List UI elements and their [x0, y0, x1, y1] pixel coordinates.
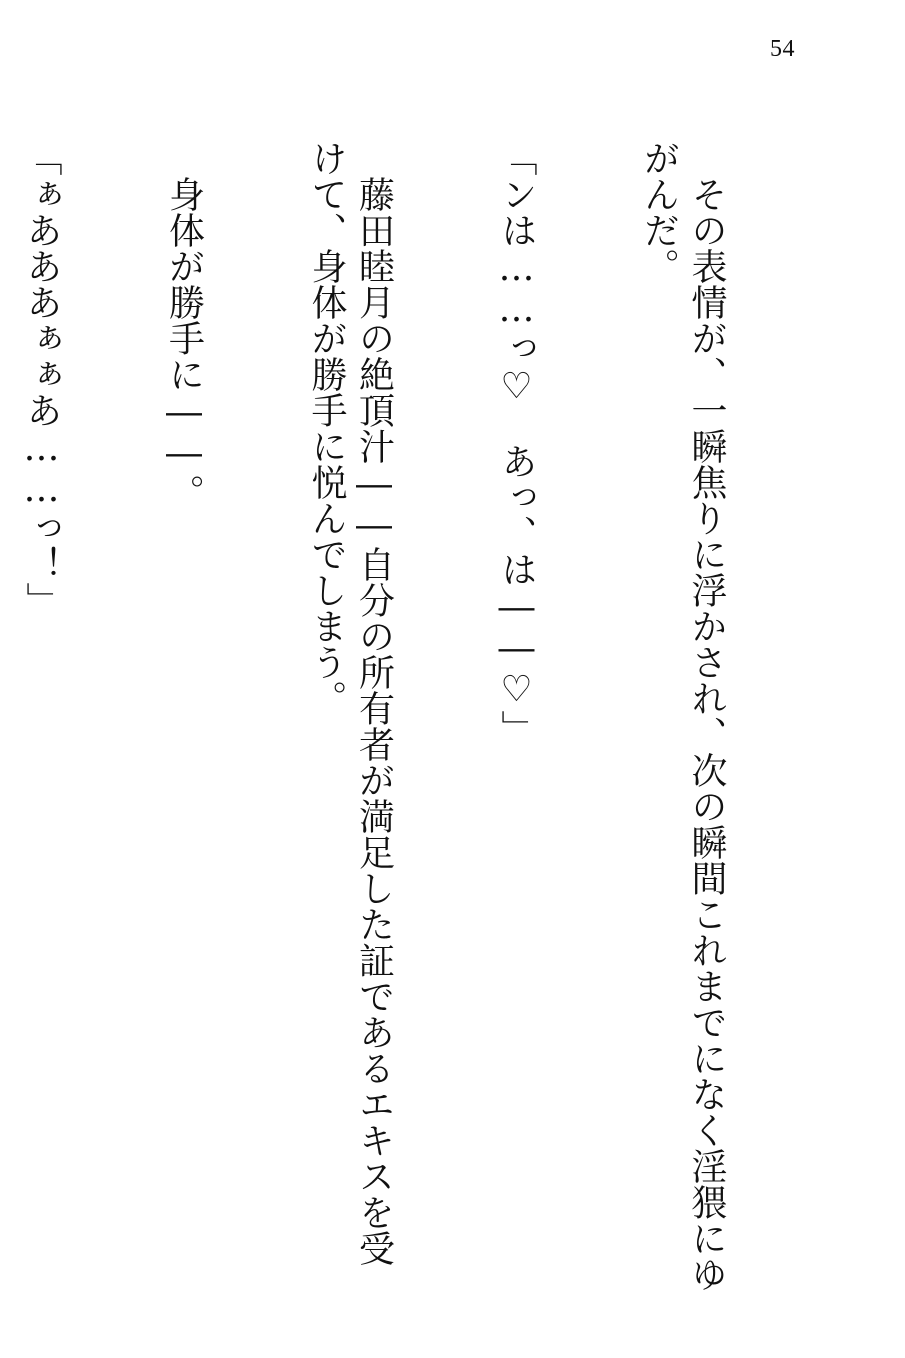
- page-number: 54: [770, 36, 795, 62]
- paragraph: その表情が、一瞬焦りに浮かされ、次の瞬間これまでになく淫猥にゆがんだ。: [638, 140, 727, 1292]
- dialogue-line: 「ンは……っ♡ あっ、は――♡」: [496, 140, 537, 746]
- dialogue-line: 「ぁあああぁぁあ……っ！」: [21, 140, 62, 618]
- paragraph: 藤田睦月の絶頂汁――自分の所有者が満足した証であるエキスを受けて、身体が勝手に悦んでしまう。: [306, 140, 395, 1266]
- body-text: [0, 140, 825, 1300]
- paragraph: 身体が勝手に――。: [163, 140, 205, 510]
